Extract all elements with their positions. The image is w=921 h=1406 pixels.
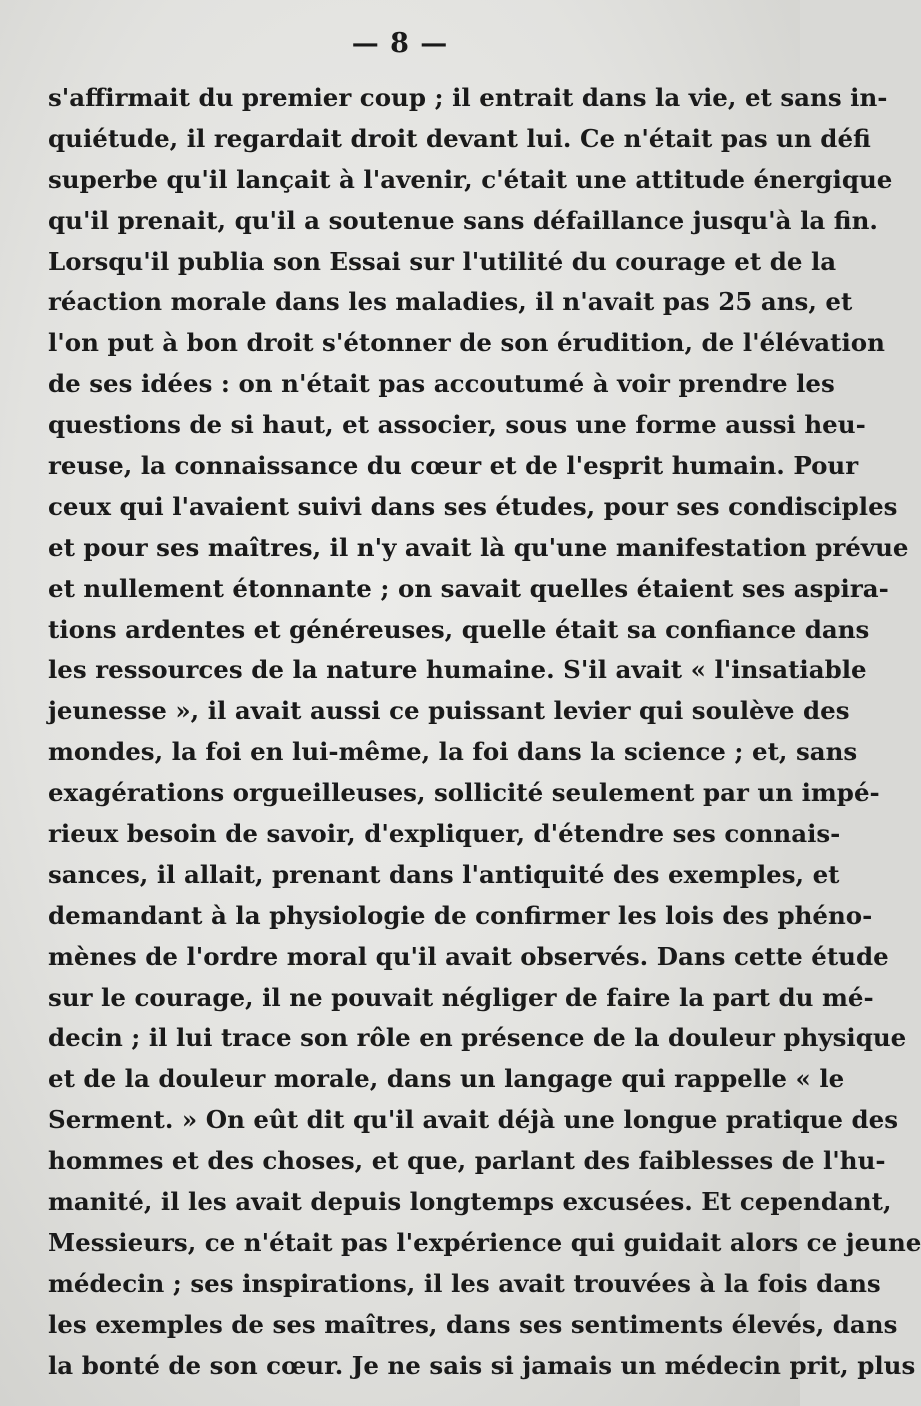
text-line: questions de si haut, et associer, sous une forme aussi heu-: [48, 410, 866, 440]
text-line: rieux besoin de savoir, d'expliquer, d'étendre ses connais-: [48, 819, 841, 849]
text-line: reuse, la connaissance du cœur et de l'esprit humain. Pour: [48, 451, 859, 481]
text-line: exagérations orgueilleuses, sollicité seulement par un impé-: [48, 778, 880, 808]
text-line: la bonté de son cœur. Je ne sais si jamais un médecin prit, plus: [48, 1350, 916, 1380]
text-line: qu'il prenait, qu'il a soutenue sans défaillance jusqu'à la fin.: [48, 205, 878, 235]
text-line: mondes, la foi en lui-même, la foi dans la science ; et, sans: [48, 737, 858, 767]
text-line: Serment. » On eût dit qu'il avait déjà une longue pratique des: [48, 1105, 899, 1135]
text-line: s'affirmait du premier coup ; il entrait dans la vie, et sans in-: [48, 83, 888, 112]
text-line: médecin ; ses inspirations, il les avait trouvées à la fois dans: [48, 1268, 881, 1298]
text-line: et pour ses maîtres, il n'y avait là qu'une manifestation prévue: [48, 532, 909, 562]
text-line: jeunesse », il avait aussi ce puissant levier qui soulève des: [48, 696, 850, 726]
text-line: hommes et des choses, et que, parlant des faiblesses de l'hu-: [48, 1146, 886, 1176]
text-line: les ressources de la nature humaine. S'il avait « l'insatiable: [48, 655, 867, 685]
text-line: tions ardentes et généreuses, quelle était sa confiance dans: [48, 614, 870, 644]
text-line: Lorsqu'il publia son Essai sur l'utilité du courage et de la: [48, 246, 837, 276]
text-line: réaction morale dans les maladies, il n'avait pas 25 ans, et: [48, 287, 853, 317]
text-line: l'on put à bon droit s'étonner de son érudition, de l'élévation: [48, 328, 885, 358]
text-line: superbe qu'il lançait à l'avenir, c'était une attitude énergique: [48, 164, 893, 194]
text-line: manité, il les avait depuis longtemps excusées. Et cependant,: [48, 1187, 892, 1217]
text-line: decin ; il lui trace son rôle en présence de la douleur physique: [48, 1023, 907, 1053]
text-line: et nullement étonnante ; on savait quelles étaient ses aspira-: [48, 573, 889, 603]
text-line: les exemples de ses maîtres, dans ses sentiments élevés, dans: [48, 1309, 898, 1339]
text-line: de ses idées : on n'était pas accoutumé à voir prendre les: [48, 369, 835, 399]
page-number: — 8 —: [351, 28, 449, 59]
text-line: demandant à la physiologie de confirmer les lois des phéno-: [48, 900, 873, 930]
text-line: sances, il allait, prenant dans l'antiquité des exemples, et: [48, 859, 840, 889]
text-line: mènes de l'ordre moral qu'il avait observés. Dans cette étude: [48, 941, 889, 971]
text-line: Messieurs, ce n'était pas l'expérience qui guidait alors ce jeune: [48, 1227, 921, 1257]
body-text: [48, 78, 921, 1387]
text-line: ceux qui l'avaient suivi dans ses études, pour ses condisciples: [48, 491, 898, 521]
text-line: quiétude, il regardait droit devant lui. Ce n'était pas un défi: [48, 123, 871, 153]
text-line: sur le courage, il ne pouvait négliger de faire la part du mé-: [48, 982, 874, 1012]
text-line: et de la douleur morale, dans un langage qui rappelle « le: [48, 1064, 845, 1094]
